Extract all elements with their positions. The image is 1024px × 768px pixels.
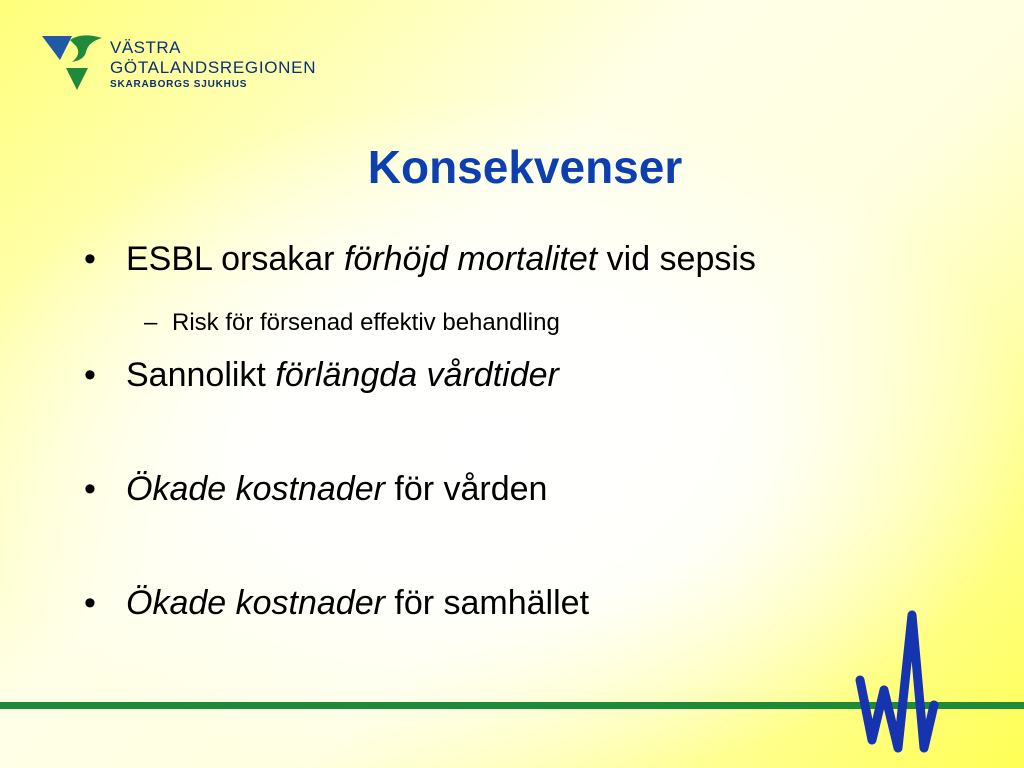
- bullet-emphasis: Ökade kostnader: [126, 584, 385, 622]
- bullet-item: [84, 470, 547, 509]
- slide-title: Konsekvenser: [367, 141, 683, 193]
- bullet-emphasis: förlängda vårdtider: [275, 356, 559, 394]
- bullet-symbol: •: [84, 240, 96, 278]
- dash-symbol: –: [144, 309, 158, 336]
- bullet-symbol: •: [84, 584, 96, 622]
- bullet-symbol: •: [84, 470, 96, 508]
- bullet-text: för vården: [384, 470, 548, 508]
- logo-text-hospital: SKARABORGS SJUKHUS: [110, 79, 248, 90]
- sub-bullet-text: Risk för försenad effektiv behandling: [172, 309, 560, 336]
- bullet-text: för samhället: [384, 584, 590, 622]
- bullet-emphasis: Ökade kostnader: [126, 470, 385, 508]
- logo-text-vastra: VÄSTRA: [110, 38, 182, 57]
- organization-logo: [42, 34, 342, 96]
- logo-mark-icon: [42, 34, 108, 94]
- bullet-item: [84, 584, 589, 623]
- logo-text-region: GÖTALANDSREGIONEN: [110, 58, 317, 77]
- bullet-text: vid sepsis: [597, 240, 756, 278]
- bullet-symbol: •: [84, 356, 96, 394]
- bullet-item: [84, 240, 756, 279]
- bullet-text: ESBL orsakar: [126, 240, 344, 278]
- bullet-emphasis: förhöjd mortalitet: [343, 240, 598, 278]
- heartbeat-pulse-icon: [850, 610, 950, 760]
- bullet-text: Sannolikt: [126, 356, 276, 394]
- sub-bullet-item: [144, 309, 560, 337]
- bullet-item: [84, 356, 559, 395]
